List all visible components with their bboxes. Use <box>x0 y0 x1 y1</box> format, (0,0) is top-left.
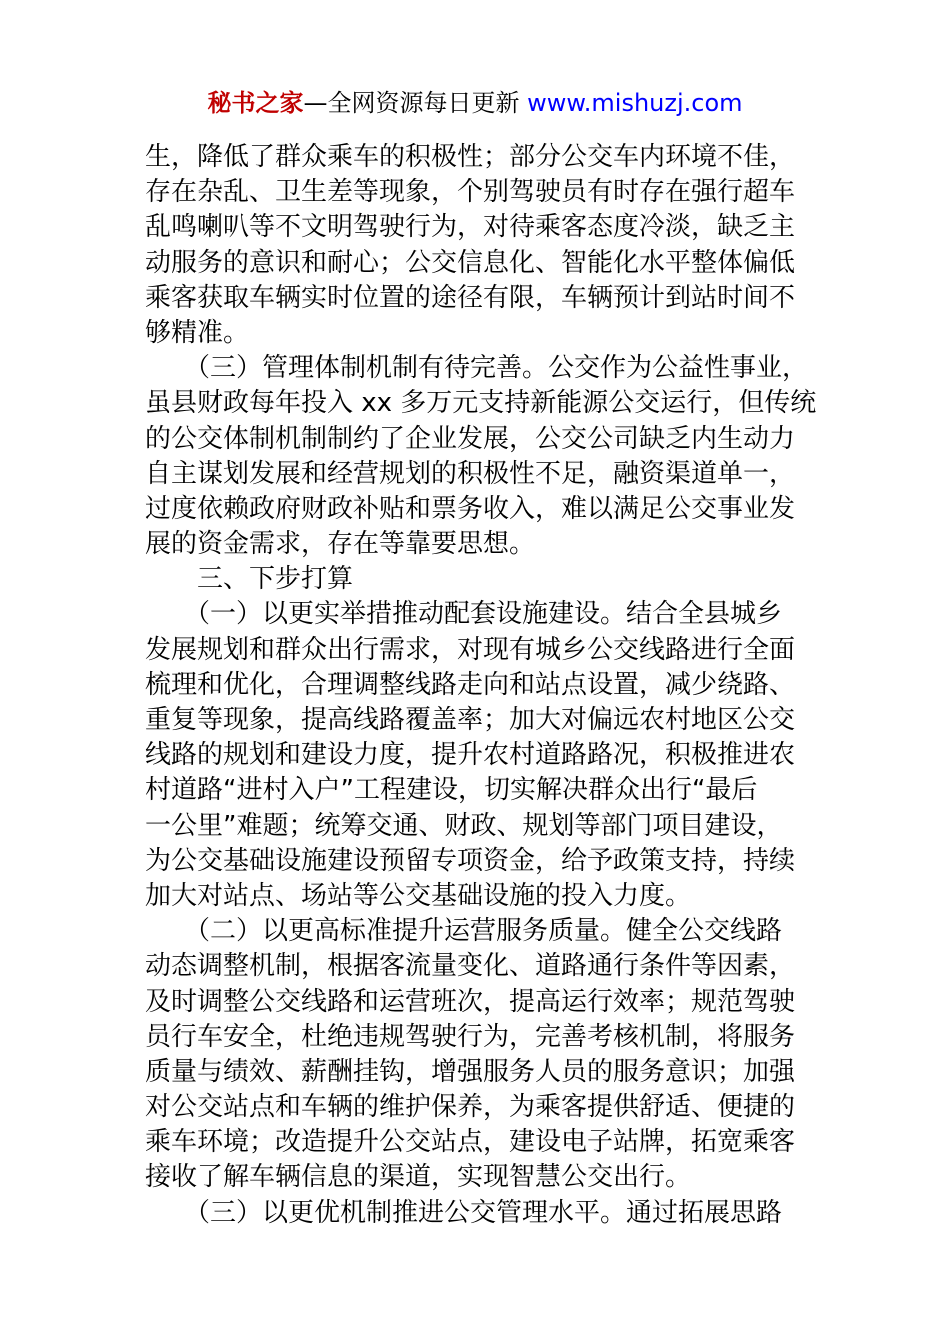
text-line: 员行车安全，杜绝违规驾驶行为，完善考核机制，将服务 <box>145 1021 796 1052</box>
text-line: 乘车环境；改造提升公交站点，建设电子站牌，拓宽乘客 <box>145 1127 796 1158</box>
text-line: 自主谋划发展和经营规划的积极性不足，融资渠道单一， <box>145 458 796 489</box>
text-line: 重复等现象，提高线路覆盖率；加大对偏远农村地区公交 <box>145 705 796 735</box>
site-url-link[interactable]: www.mishuzj.com <box>527 89 743 117</box>
header-tagline: —全网资源每日更新 <box>303 89 528 117</box>
section-heading-3: （三）管理体制机制有待完善。公交作为公益性事业， <box>145 353 809 384</box>
section-heading-2: （二）以更高标准提升运营服务质量。健全公交线路 <box>145 916 783 947</box>
text-line: 存在杂乱、卫生差等现象，个别驾驶员有时存在强行超车 <box>145 177 796 208</box>
text-line: 加大对站点、场站等公交基础设施的投入力度。 <box>145 880 692 911</box>
text-line: 发展规划和群众出行需求，对现有城乡公交线路进行全面 <box>145 634 796 665</box>
text-line: 动服务的意识和耐心；公交信息化、智能化水平整体偏低 <box>145 247 796 278</box>
text-line: 为公交基础设施建设预留专项资金，给予政策支持，持续 <box>145 845 796 876</box>
brand-name: 秘书之家 <box>207 89 304 117</box>
text-line: 梳理和优化，合理调整线路走向和站点设置，减少绕路、 <box>145 669 796 700</box>
text-line: 够精准。 <box>145 317 250 348</box>
text-line: 线路的规划和建设力度，提升农村道路路况，积极推进农 <box>145 740 796 771</box>
section-heading-3b: （三）以更优机制推进公交管理水平。通过拓展思路 <box>145 1197 783 1228</box>
text-line: 虽县财政每年投入 xx 多万元支持新能源公交运行，但传统 <box>145 388 817 419</box>
text-line: 一公里”难题；统筹交通、财政、规划等部门项目建设， <box>145 810 783 841</box>
text-line: 乘客获取车辆实时位置的途径有限，车辆预计到站时间不 <box>145 282 796 313</box>
text-line: 的公交体制机制制约了企业发展，公交公司缺乏内生动力 <box>145 423 796 454</box>
text-line: 接收了解车辆信息的渠道，实现智慧公交出行。 <box>145 1162 692 1193</box>
text-line: 及时调整公交线路和运营班次，提高运行效率；规范驾驶 <box>145 986 796 1017</box>
text-line: 展的资金需求，存在等靠要思想。 <box>145 529 536 560</box>
text-line: 乱鸣喇叭等不文明驾驶行为，对待乘客态度冷淡，缺乏主 <box>145 212 796 243</box>
text-line: 过度依赖政府财政补贴和票务收入，难以满足公交事业发 <box>145 493 796 524</box>
section-heading-1: （一）以更实举措推动配套设施建设。结合全县城乡 <box>145 599 783 630</box>
document-body <box>145 140 815 1231</box>
chapter-heading: 三、下步打算 <box>145 564 354 595</box>
text-line: 对公交站点和车辆的维护保养，为乘客提供舒适、便捷的 <box>145 1092 796 1123</box>
text-line: 生，降低了群众乘车的积极性；部分公交车内环境不佳， <box>145 142 796 172</box>
text-line: 村道路“进村入户”工程建设，切实解决群众出行“最后 <box>145 775 758 806</box>
text-line: 质量与绩效、薪酬挂钩，增强服务人员的服务意识；加强 <box>145 1056 796 1087</box>
text-line: 动态调整机制，根据客流量变化、道路通行条件等因素， <box>145 951 796 982</box>
page-header <box>0 86 950 120</box>
